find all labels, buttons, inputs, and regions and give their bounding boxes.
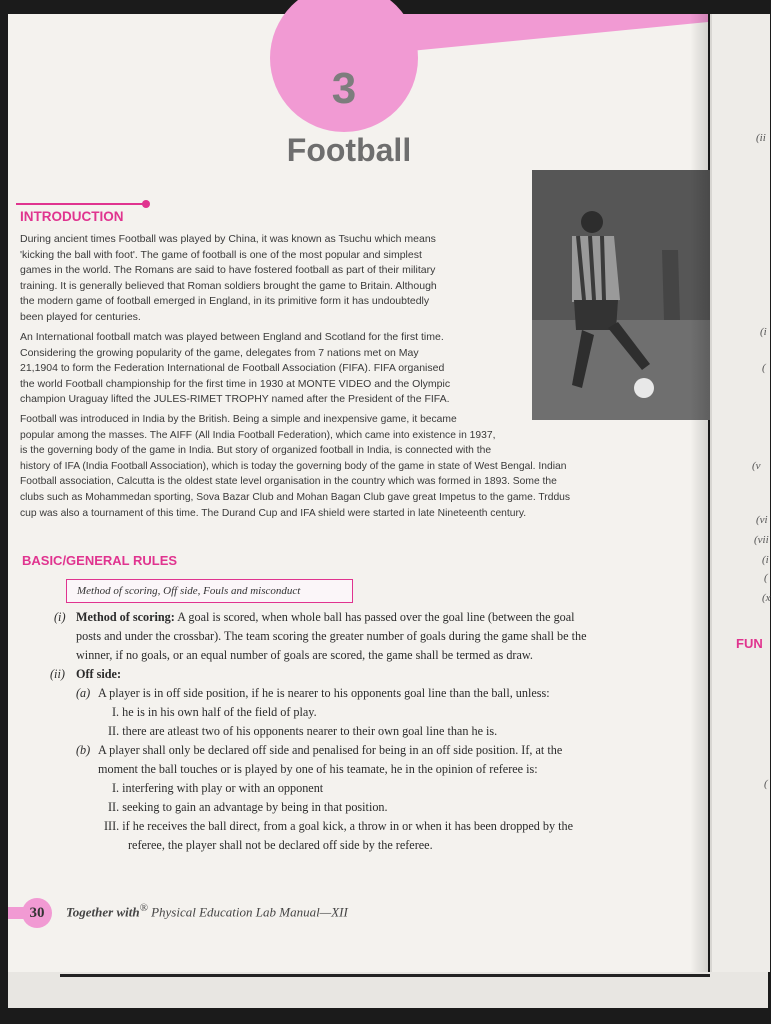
heading-rule (16, 203, 146, 205)
text-line: is the governing body of the game in India. But story of organized football in India, is connected with the (20, 445, 492, 457)
chapter-number: 3 (331, 64, 357, 113)
rule-first-line (76, 608, 682, 627)
text-line: games in the world. The Romans are said to have fostered football as part of their military (20, 264, 436, 277)
rule-label: Off side: (76, 667, 122, 681)
right-fragment: ( (764, 572, 768, 584)
text-line: clubs such as Mohammedan sporting, Sova Bazar Club and Mohan Bagan Club gave great Impetus to the game. Trddus (20, 491, 571, 503)
rule-text: posts and under the crossbar). The team scoring the greater number of goals during the game shall be the (76, 629, 587, 643)
text-line: Football was introduced in India by the British. Being a simple and inexpensive game, it became (20, 414, 457, 425)
footer-title (66, 902, 348, 920)
right-fragment: ( (762, 362, 766, 374)
rule-method-of-scoring (54, 608, 682, 665)
rule-label: Method of scoring: (76, 610, 175, 624)
right-fragment: (i (762, 554, 769, 566)
sub-rule-number: (a) (76, 686, 91, 700)
sub-point: referee, the player shall not be declared off side by the referee. (128, 838, 433, 852)
text-line: training. It is generally believed that Roman soldiers brought the game to Britain. Although (20, 279, 437, 292)
sub-point: III. if he receives the ball direct, from a goal kick, a throw in or when it has been dropped by the (104, 819, 574, 833)
footer-book-title: Physical Education Lab Manual—XII (151, 904, 348, 920)
right-fragment: (vi (756, 514, 768, 526)
rule-off-side (50, 665, 682, 855)
sub-rule-text: A player is in off side position, if he is nearer to his opponents goal line than the ball, unless: (98, 686, 550, 700)
footballer-photo (532, 170, 712, 420)
sub-rule-text: moment the ball touches or is played by one of his teamate, he in the opinion of referee is: (98, 762, 538, 776)
sub-rule-b (50, 741, 682, 760)
rules-heading: BASIC/GENERAL RULES (22, 553, 178, 568)
intro-paragraph-3 (20, 412, 682, 521)
intro-paragraph-1 (20, 232, 520, 326)
sub-point: I. interfering with play or with an opponent (112, 781, 324, 795)
sub-rule-number: (b) (76, 743, 91, 757)
intro-paragraph-2 (20, 330, 530, 408)
rule-text: winner, if no goals, or an equal number of goals are scored, the game shall be termed as draw. (76, 648, 533, 662)
text-line: Football association, Calcutta is the oldest state level organisation in the country which was formed in 1893. Some the (20, 476, 557, 488)
sub-rule-a (50, 684, 682, 703)
text-line: history of IFA (India Football Association), which is today the governing body of the game in state of West Bengal. Indian (20, 460, 567, 472)
sub-rule-text: A player shall only be declared off side and penalised for being in an off side position. If, at the (98, 743, 563, 757)
scan-bottom-edge (8, 972, 768, 1008)
page-number: 30 (22, 898, 52, 928)
right-fragment: (v (752, 460, 761, 472)
rule-line (50, 665, 682, 684)
sub-point: II. seeking to gain an advantage by being in that position. (108, 800, 388, 814)
rule-number: (i) (54, 610, 66, 624)
text-line: 21,1904 to form the Federation International de Football Association (FIFA). FIFA organised (20, 362, 445, 375)
text-line: been played for centuries. (20, 310, 141, 323)
text-line: the world Football championship for the first time in 1930 at MONTE VIDEO and the Olympic (20, 377, 451, 390)
sub-point: II. there are atleast two of his opponents nearer to their own goal line than he is. (108, 724, 498, 738)
book-page-left (8, 14, 708, 972)
text-line: the modern game of football emerged in England, in its primitive form it has undoubtedly (20, 295, 430, 308)
rule-number: (ii) (50, 667, 65, 681)
scan-bottom-line (60, 974, 710, 977)
right-fragment: ( (764, 778, 768, 790)
text-line: cup was also a tournament of this time. The Durand Cup and IFA shield were started in late Nineteenth century. (20, 507, 527, 519)
footballer-illustration (532, 170, 712, 420)
right-fragment: (i (760, 326, 767, 338)
text-line: During ancient times Football was played by China, it was known as Tsuchu which means (20, 233, 436, 245)
right-fragment: (vii (754, 534, 769, 546)
right-fragment: (x (762, 592, 771, 604)
text-line: 'kicking the ball with foot'. The game of football is one of the most popular and simplest (20, 248, 422, 261)
introduction-heading: INTRODUCTION (20, 209, 124, 224)
sub-point: I. he is in his own half of the field of play. (112, 705, 317, 719)
text-line: champion Uraguay lifted the JULES-RIMET TROPHY named after the President of the FIFA. (20, 393, 450, 406)
text-line: Considering the growing popularity of the game, delegates from 7 nations met on May (20, 346, 419, 359)
chapter-title: Football (286, 132, 412, 168)
footer-brand: Together with (66, 904, 140, 920)
rules-topics-text: Method of scoring, Off side, Fouls and misconduct (77, 585, 301, 597)
book-page-right (710, 14, 770, 972)
right-fragment-heading: FUN (736, 636, 763, 651)
rule-text: A goal is scored, when whole ball has passed over the goal line (between the goal (174, 610, 575, 624)
right-fragment: (ii (756, 132, 766, 144)
text-line: popular among the masses. The AIFF (All India Football Federation), which came into existence in 1937, (20, 429, 496, 441)
rules-topics-box (66, 579, 353, 603)
text-line: An International football match was played between England and Scotland for the first time. (20, 331, 444, 343)
rule-line (54, 608, 682, 627)
heading-dot (142, 200, 150, 208)
footer-registered-mark: ® (139, 902, 148, 914)
